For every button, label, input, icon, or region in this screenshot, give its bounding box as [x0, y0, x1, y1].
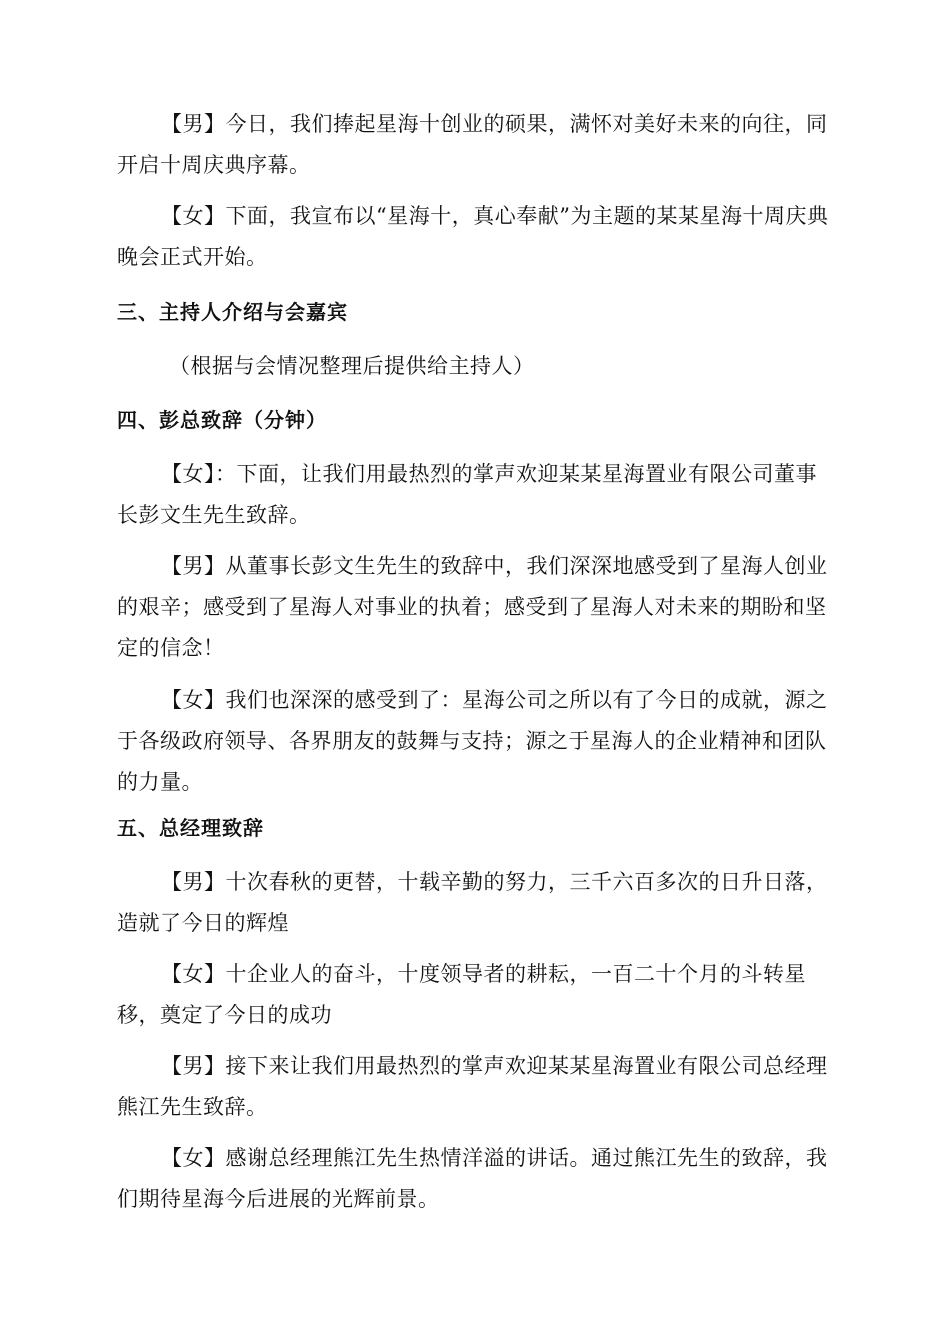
- paragraph-female-support: 【女】我们也深深的感受到了：星海公司之所以有了今日的成就，源之于各级政府领导、各界朋友的鼓舞与支持；源之于星海人的企业精神和团队的力量。: [117, 688, 828, 794]
- paragraph-male-invite-gm: 【男】接下来让我们用最热烈的掌声欢迎某某星海置业有限公司总经理熊江先生致辞。: [117, 1054, 828, 1119]
- paragraph-male-chairman-response: 【男】从董事长彭文生先生的致辞中，我们深深地感受到了星海人创业的艰辛；感受到了星海人对事业的执着；感受到了星海人对未来的期盼和坚定的信念！: [117, 554, 828, 660]
- paragraph-female-ten-years: 【女】十企业人的奋斗，十度领导者的耕耘，一百二十个月的斗转星移，奠定了今日的成功: [117, 962, 806, 1027]
- section-heading-gm-speech: 五、总经理致辞: [117, 816, 264, 840]
- paragraph-male-opening: 【男】今日，我们捧起星海十创业的硕果，满怀对美好未来的向往，同开启十周庆典序幕。: [117, 112, 828, 177]
- section-heading-chairman-speech: 四、彭总致辞（分钟）: [117, 408, 327, 432]
- paragraph-female-invite-chairman: 【女】：下面，让我们用最热烈的掌声欢迎某某星海置业有限公司董事长彭文生先生致辞。: [117, 462, 817, 527]
- section-heading-host-introduction: 三、主持人介绍与会嘉宾: [117, 300, 348, 324]
- paragraph-male-ten-years: 【男】十次春秋的更替，十载辛勤的努力，三千六百多次的日升日落，造就了今日的辉煌: [117, 870, 828, 935]
- paragraph-female-thanks-gm: 【女】感谢总经理熊江先生热情洋溢的讲话。通过熊江先生的致辞，我们期待星海今后进展的光辉前景。: [117, 1146, 828, 1211]
- note-guest-list: （根据与会情况整理后提供给主持人）: [169, 354, 535, 378]
- paragraph-female-announcement: 【女】下面，我宣布以“星海十，真心奉献”为主题的某某星海十周庆典晚会正式开始。: [117, 204, 829, 269]
